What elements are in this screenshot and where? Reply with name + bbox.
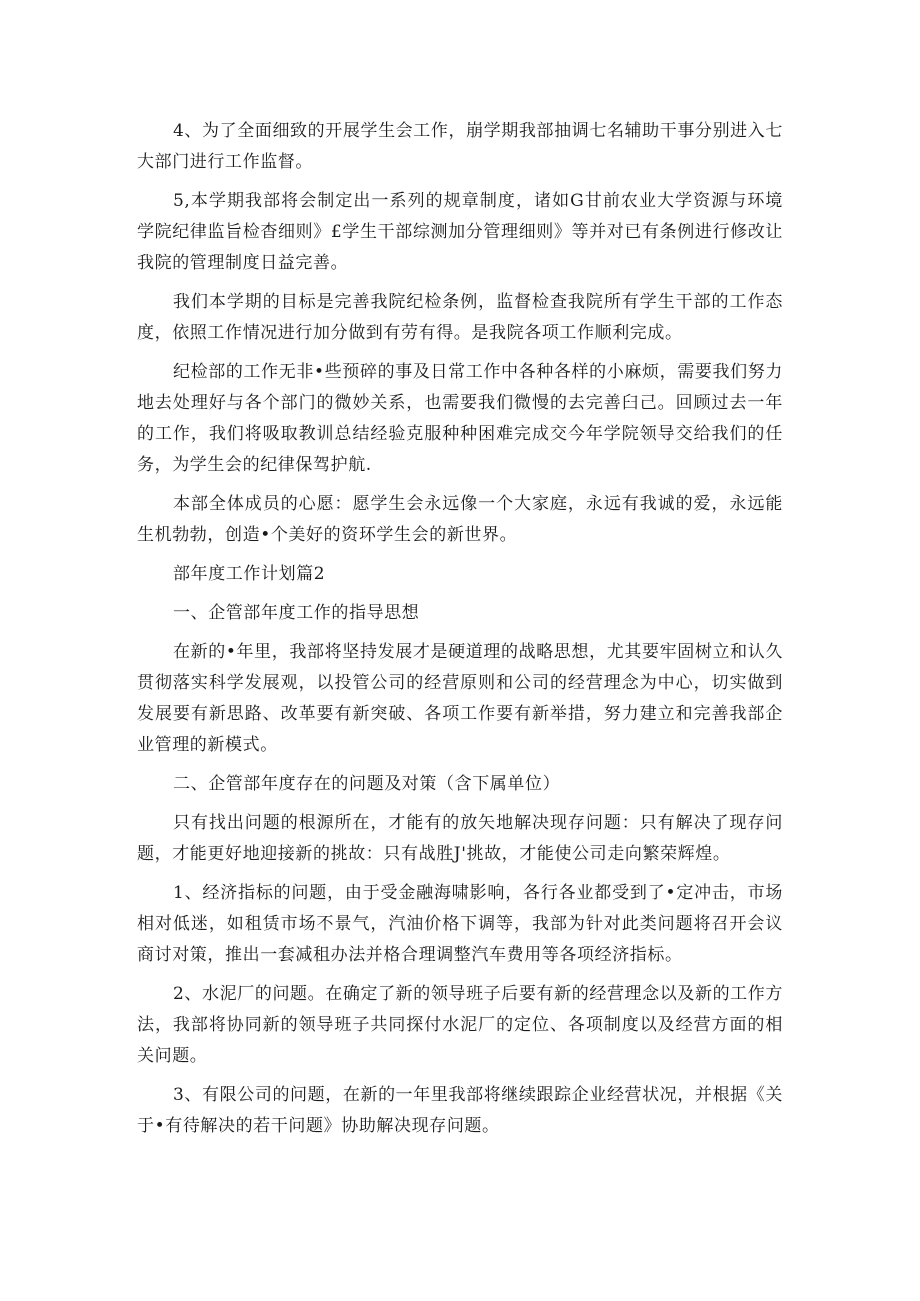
paragraph-semester-goal: 我们本学期的目标是完善我院纪检条例，监督检查我院所有学生干部的工作态度，依照工作情况进行加分做到有劳有得。是我院各项工作顺利完成。 [137, 292, 783, 343]
paragraph-problem-root: 只有找出问题的根源所在，才能有的放矢地解决现存问题：只有解决了现存问题，才能更好地迎接新的挑故：只有战胜J'挑故，才能使公司走向繁荣辉煌。 [137, 813, 783, 864]
paragraph-review: 纪检部的工作无非•些预碎的事及日常工作中各种各样的小麻烦，需要我们努力地去处理好与各个部门的微妙关系，也需要我们微慢的去完善臼己。回顾过去一年的工作，我们将吸取教训总结经验克服种种困难完成交今年学院领导交给我们的任务，为学生会的纪律保驾护航. [137, 362, 783, 475]
paragraph-economic-indicators: 1、经济指标的问题，由于受金融海啸影响，各行各业都受到了•定冲击，市场相对低迷，如租赁市场不景气，汽油价格下调等，我部为针对此类问题将召开会议商讨对策，推出一套减租办法并格合理调整汽车费用等各项经济指标。 [137, 883, 783, 965]
paragraph-wish: 本部全体成员的心愿：愿学生会永远像一个大家庭，永远有我诚的爱，永远能生机勃勃，创造•个美好的资环学生会的新世界。 [137, 494, 783, 545]
paragraph-cement-plant: 2、水泥厂的问题。在确定了新的领导班子后要有新的经营理念以及新的工作方法，我部将协同新的领导班子共同探付水泥厂的定位、各项制度以及经营方面的相关问题。 [137, 984, 783, 1066]
heading-guiding-thought: 一、企管部年度工作的指导思想 [173, 603, 420, 623]
heading-problems-countermeasures: 二、企管部年度存在的问题及对策（含下属单位） [173, 774, 561, 794]
paragraph-item-4: 4、为了全面细致的开展学生会工作，崩学期我部抽调七名辅助干事分别进入七大部门进行工作监督。 [137, 121, 783, 172]
section-title-plan-2: 部年度工作计划篇2 [173, 564, 326, 584]
paragraph-item-5: 5,本学期我部将会制定出一系列的规章制度，诸如G甘前农业大学资源与环境学院纪律监旨检杳细则》£学生干部综测加分管理细则》等并对已有条例进行修改让我院的管理制度日益完善。 [137, 191, 783, 273]
paragraph-guiding-thought: 在新的•年里，我部将坚持发展才是硬道理的战略思想，尤其要牢固树立和认久贯彻落实科学发展观，以投管公司的经营原则和公司的经营理念为中心，切实做到发展要有新思路、改革要有新突破、各项工作要有新举措，努力建立和完善我部企业管理的新模式。 [137, 642, 783, 755]
document-body [137, 116, 783, 1150]
paragraph-limited-company: 3、有限公司的问题，在新的一年里我部将继续跟踪企业经营状况，并根据《关于•有待解决的若干问题》协助解决现存问题。 [137, 1085, 783, 1136]
